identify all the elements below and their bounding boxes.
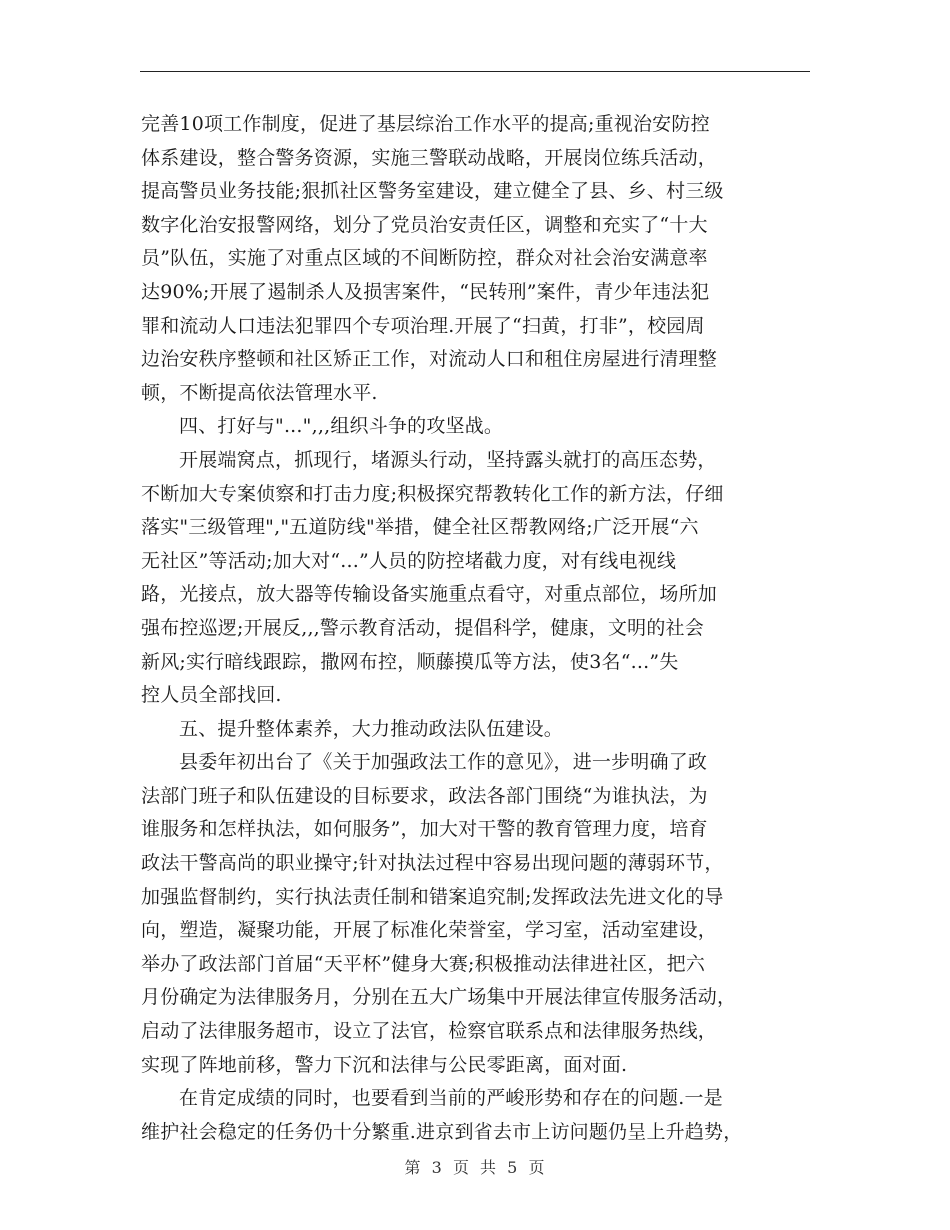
page-footer [0, 1155, 950, 1178]
text-line: 数字化治安报警网络，划分了党员治安责任区，调整和充实了“十大 [141, 213, 708, 236]
text-line: 不断加大专案侦察和打击力度;积极探究帮教转化工作的新方法，仔细 [141, 482, 724, 505]
text-line: 县委年初出台了《关于加强政法工作的意见》，进一步明确了政 [179, 751, 708, 774]
footer-total-pages: 5 [507, 1158, 519, 1177]
text-line: 四、打好与"...",,,组织斗争的攻坚战。 [179, 415, 504, 438]
text-line: 员”队伍，实施了对重点区域的不间断防控，群众对社会治安满意率 [141, 247, 708, 270]
text-line: 月份确定为法律服务月，分别在五大广场集中开展法律宣传服务活动， [141, 986, 737, 1009]
text-line: 顿，不断提高依法管理水平. [141, 381, 378, 404]
text-line: 在肯定成绩的同时，也要看到当前的严峻形势和存在的问题.一是 [179, 1087, 723, 1110]
footer-ye: 页 [452, 1158, 470, 1177]
text-line: 强布控巡逻;开展反,,,警示教育活动，提倡科学，健康，文明的社会 [141, 616, 704, 639]
text-line: 罪和流动人口违法犯罪四个专项治理.开展了“扫黄，打非”，校园周 [141, 314, 705, 337]
text-line: 谁服务和怎样执法，如何服务”，加大对干警的教育管理力度，培育 [141, 818, 708, 841]
text-line: 路，光接点，放大器等传输设备实施重点看守，对重点部位，场所加 [141, 583, 718, 606]
text-line: 无社区”等活动;加大对“...”人员的防控堵截力度，对有线电视线 [141, 549, 677, 572]
text-line: 开展端窝点，抓现行，堵源头行动，坚持露头就打的高压态势， [179, 448, 717, 471]
footer-di: 第 [404, 1158, 422, 1177]
text-line: 控人员全部找回. [141, 684, 282, 707]
text-line: 落实"三级管理","五道防线"举措，健全社区帮教网络;广泛开展“六 [141, 516, 699, 539]
text-line: 向，塑造，凝聚功能，开展了标准化荣誉室，学习室，活动室建设， [141, 919, 718, 942]
text-line: 新风;实行暗线跟踪，撒网布控，顺藤摸瓜等方法，使3名“...”失 [141, 650, 679, 673]
text-line: 提高警员业务技能;狠抓社区警务室建设，建立健全了县、乡、村三级 [141, 180, 724, 203]
text-line: 维护社会稳定的任务仍十分繁重.进京到省去市上访问题仍呈上升趋势， [141, 1120, 743, 1143]
header-rule [140, 71, 810, 72]
text-line: 体系建设，整合警务资源，实施三警联动战略，开展岗位练兵活动， [141, 146, 718, 169]
text-line: 启动了法律服务超市，设立了法官，检察官联系点和法律服务热线， [141, 1020, 718, 1043]
footer-gong: 共 [480, 1158, 498, 1177]
text-line: 加强监督制约，实行执法责任制和错案追究制;发挥政法先进文化的导 [141, 885, 724, 908]
text-line: 法部门班子和队伍建设的目标要求，政法各部门围绕“为谁执法，为 [141, 784, 708, 807]
document-body [141, 108, 813, 1149]
text-line: 达90%;开展了遏制杀人及损害案件，“民转刑”案件，青少年违法犯 [141, 280, 710, 303]
footer-ye-total: 页 [528, 1158, 546, 1177]
text-line: 边治安秩序整顿和社区矫正工作，对流动人口和租住房屋进行清理整 [141, 348, 718, 371]
footer-page-number: 3 [431, 1158, 443, 1177]
text-line: 政法干警高尚的职业操守;针对执法过程中容易出现问题的薄弱环节， [141, 852, 724, 875]
text-line: 五、提升整体素养，大力推动政法队伍建设。 [179, 717, 564, 740]
text-line: 完善10项工作制度，促进了基层综治工作水平的提高;重视治安防控 [141, 113, 710, 135]
text-line: 实现了阵地前移，警力下沉和法律与公民零距离，面对面. [141, 1053, 628, 1076]
text-line: 举办了政法部门首届“天平杯”健身大赛;积极推动法律进社区，把六 [141, 952, 706, 975]
